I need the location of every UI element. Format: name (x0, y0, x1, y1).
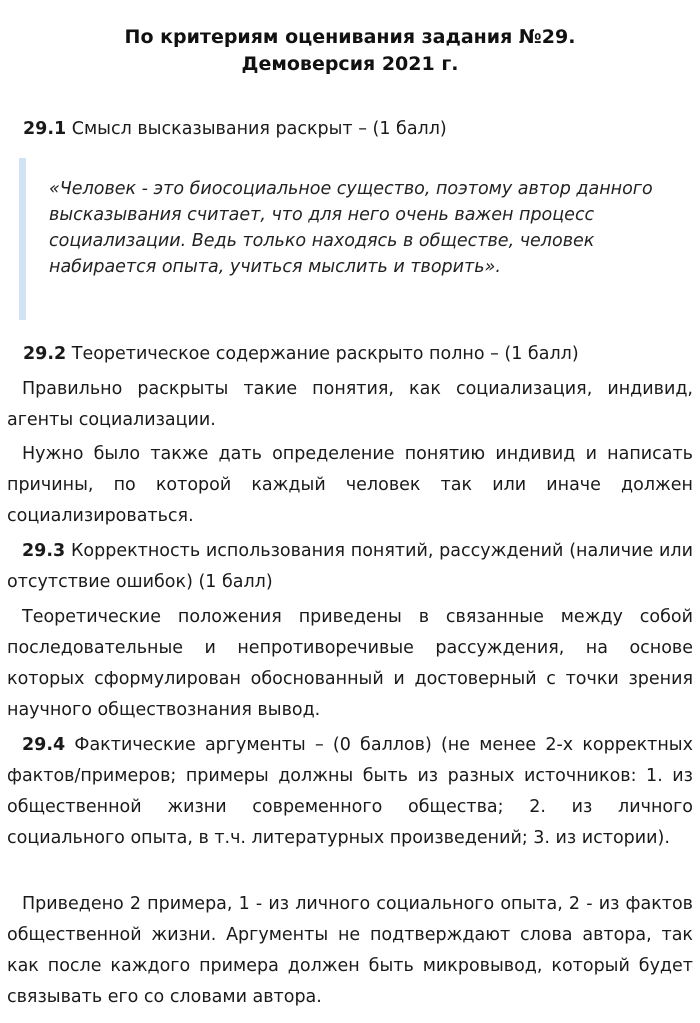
criterion-number: 29.4 (22, 735, 66, 755)
criterion-text: Теоретическое содержание раскрыто полно – (1 балл) (71, 344, 579, 364)
criterion-number: 29.2 (23, 344, 67, 364)
criterion-text: Фактические аргументы – (0 баллов) (не менее 2-х корректных фактов/примеров; примеры должны быть из разных источников: 1. из общественной жизни современного общества; 2. из личного социального опыта, в т.ч. литературных произведений; 3. из истории). (7, 735, 693, 848)
paragraph-29-2-b (7, 439, 693, 532)
criterion-29-1 (23, 118, 447, 140)
paragraph-text: Теоретические положения приведены в связанные между собой последовательные и непротиворечивые рассуждения, на основе которых сформулирован обоснованный и достоверный с точки зрения научного обществознания вывод. (7, 607, 693, 720)
criterion-text: Смысл высказывания раскрыт – (1 балл) (71, 119, 447, 139)
paragraph-text: Правильно раскрыты такие понятия, как социализация, индивид, агенты социализации. (7, 379, 693, 430)
paragraph-text: Нужно было также дать определение понятию индивид и написать причины, по которой каждый человек так или иначе должен социализироваться. (7, 444, 693, 526)
quote-text: «Человек - это биосоциальное существо, поэтому автор данного высказывания считает, что для него очень важен процесс социализации. Ведь только находясь в обществе, человек набирается опыта, учиться мыслить и творить». (49, 179, 653, 277)
criterion-text: Корректность использования понятий, рассуждений (наличие или отсутствие ошибок) (1 балл) (7, 541, 693, 592)
paragraph-29-4 (7, 889, 693, 1013)
paragraph-text: Приведено 2 примера, 1 - из личного социального опыта, 2 - из фактов общественной жизни. Аргументы не подтверждают слова автора, так как после каждого примера должен быть микровывод, который будет связывать его со словами автора. (7, 894, 693, 1007)
quote-block (19, 158, 686, 320)
criterion-29-3 (7, 536, 693, 598)
page-title (0, 24, 700, 78)
criterion-number: 29.1 (23, 119, 67, 139)
title-line-2: Демоверсия 2021 г. (241, 53, 459, 75)
criterion-29-2 (23, 343, 579, 365)
paragraph-29-3 (7, 602, 693, 726)
paragraph-29-2-a (7, 374, 693, 436)
criterion-29-4 (7, 730, 693, 854)
title-line-1: По критериям оценивания задания №29. (124, 26, 576, 48)
criterion-number: 29.3 (22, 541, 66, 561)
